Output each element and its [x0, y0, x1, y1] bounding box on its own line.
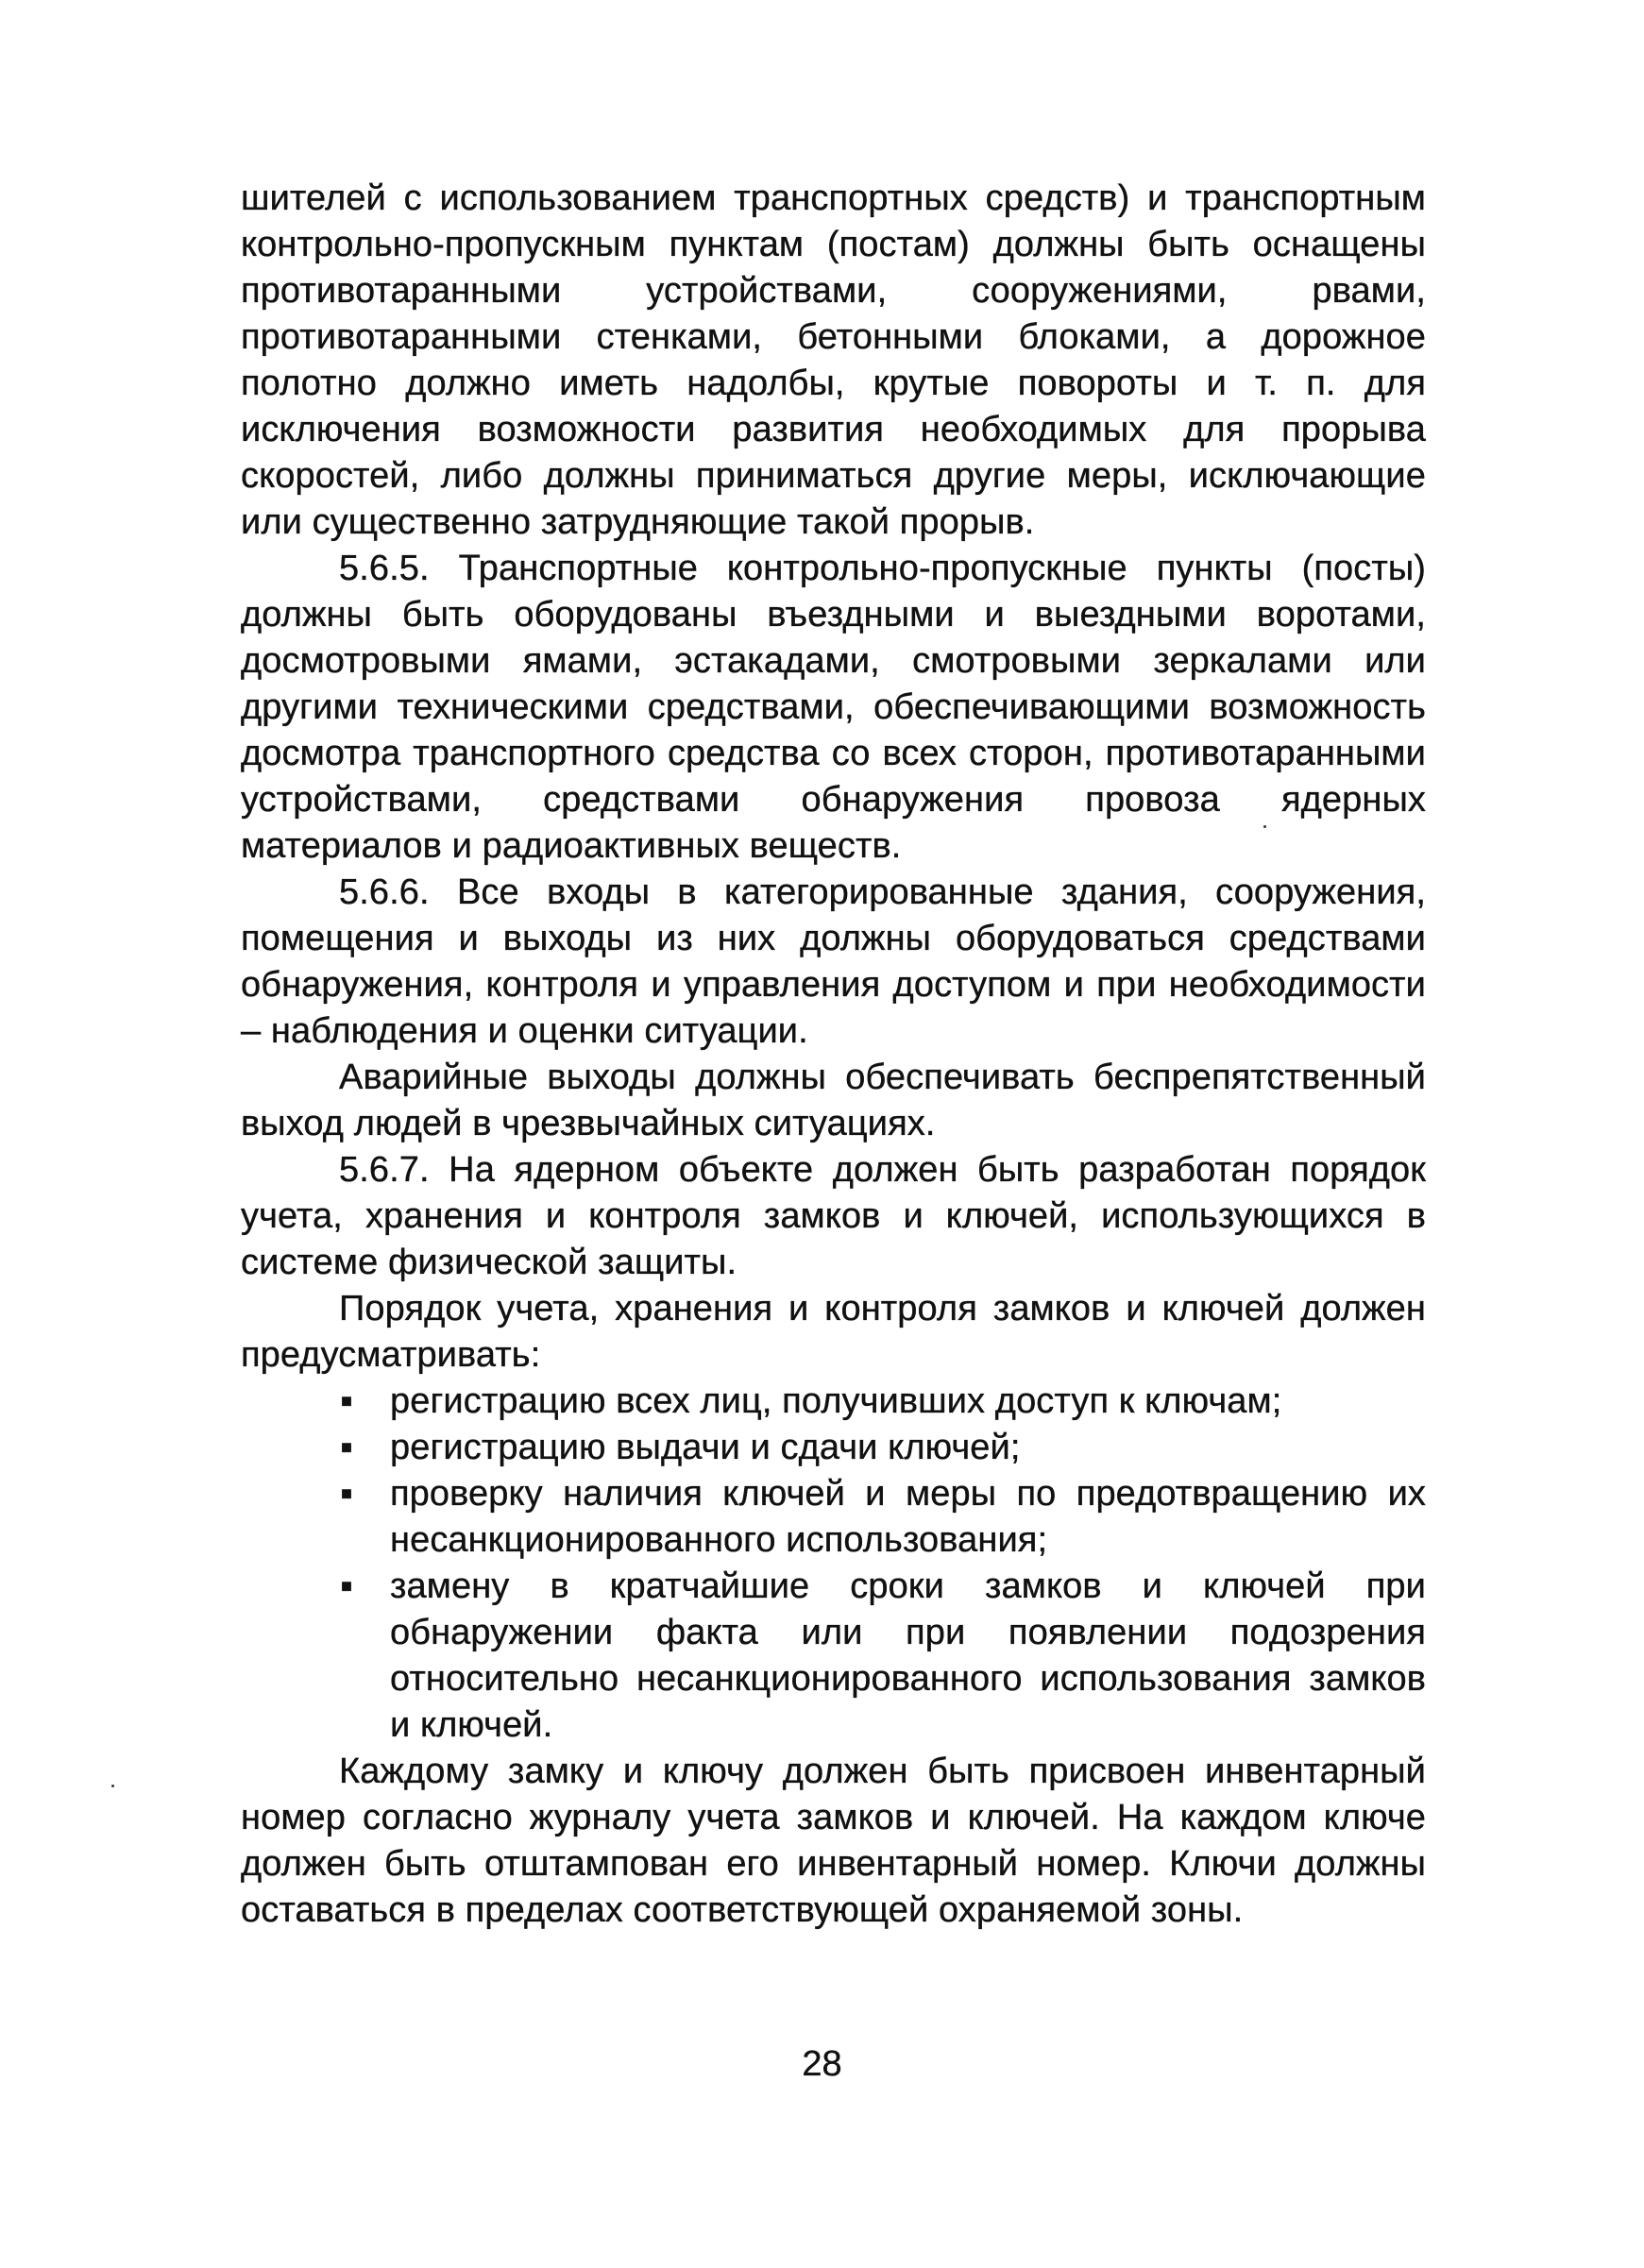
document-body [241, 176, 1426, 1934]
list-item-text: замену в кратчайшие сроки замков и ключей при обнаружении факта или при появлении подозрения относительно несанкционированного использования замков и ключей. [390, 1566, 1426, 1745]
bullet-icon: ▪ [340, 1428, 353, 1467]
bullet-icon: ▪ [340, 1381, 353, 1421]
list-item [340, 1379, 1426, 1425]
paragraph-5-6-7: 5.6.7. На ядерном объекте должен быть разработан порядок учета, хранения и контроля замков и ключей, использующихся в системе физической защиты. [241, 1150, 1426, 1282]
page-number: 28 [802, 2044, 842, 2084]
paragraph-continuation: шителей с использованием транспортных средств) и транспортным контрольно-пропускным пунктам (постам) должны быть оснащены противотаранными устройствами, сооружениями, рвами, противотаранными стенками, бетонными блоками, а дорожное полотно должно иметь надолбы, крутые повороты и т. п. для исключения возможности развития необходимых для прорыва скоростей, либо должны приниматься другие меры, исключающие или существенно затрудняющие такой прорыв. [241, 178, 1426, 542]
bullet-icon: ▪ [340, 1566, 353, 1606]
list-item-text: регистрацию всех лиц, получивших доступ к ключам; [390, 1381, 1282, 1421]
requirements-list [241, 1379, 1426, 1749]
list-item-text: регистрацию выдачи и сдачи ключей; [390, 1428, 1021, 1467]
paragraph-key-inventory: Каждому замку и ключу должен быть присвоен инвентарный номер согласно журналу учета замков и ключей. На каждом ключе должен быть отштампован его инвентарный номер. Ключи должны оставаться в пределах соответствующей охраняемой зоны. [241, 1752, 1426, 1930]
scan-speck [1263, 825, 1266, 828]
list-item-text: проверку наличия ключей и меры по предотвращению их несанкционированного использования; [390, 1474, 1426, 1560]
document-page [241, 176, 1426, 1934]
paragraph-emergency-exits: Аварийные выходы должны обеспечивать беспрепятственный выход людей в чрезвычайных ситуациях. [241, 1058, 1426, 1143]
list-item [340, 1564, 1426, 1749]
paragraph-5-6-6: 5.6.6. Все входы в категорированные здания, сооружения, помещения и выходы из них должны оборудоваться средствами обнаружения, контроля и управления доступом и при необходимости – наблюдения и оценки ситуации. [241, 872, 1426, 1051]
paragraph-5-6-5: 5.6.5. Транспортные контрольно-пропускные пункты (посты) должны быть оборудованы въездными и выездными воротами, досмотровыми ямами, эстакадами, смотровыми зеркалами или другими техническими средствами, обеспечивающими возможность досмотра транспортного средства со всех сторон, противотаранными устройствами, средствами обнаружения провоза ядерных материалов и радиоактивных веществ. [241, 549, 1426, 866]
paragraph-procedure-intro: Порядок учета, хранения и контроля замков и ключей должен предусматривать: [241, 1289, 1426, 1375]
list-item [340, 1425, 1426, 1471]
bullet-icon: ▪ [340, 1474, 353, 1514]
scan-speck [111, 1785, 114, 1787]
list-item [340, 1471, 1426, 1564]
